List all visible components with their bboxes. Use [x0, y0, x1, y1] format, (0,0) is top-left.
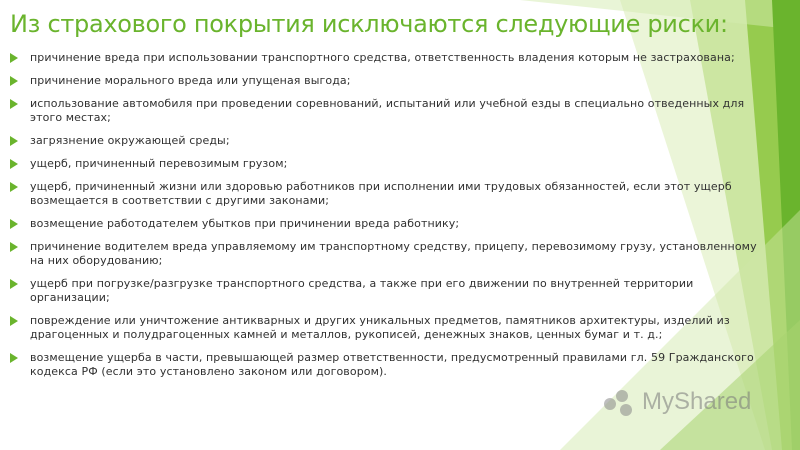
list-item — [10, 277, 770, 305]
triangle-bullet-icon — [10, 136, 18, 146]
list-item — [10, 351, 770, 379]
myshared-logo-icon — [600, 386, 638, 420]
list-item-text: ущерб, причиненный перевозимым грузом; — [30, 157, 288, 170]
list-item — [10, 217, 770, 231]
triangle-bullet-icon — [10, 242, 18, 252]
list-item-text: повреждение или уничтожение антикварных и других уникальных предметов, памятников архитектуры, изделий из драгоценных и полудрагоценных камней и металлов, рукописей, денежных знаков, ценных бумаг и т. д.; — [30, 314, 730, 341]
triangle-bullet-icon — [10, 316, 18, 326]
triangle-bullet-icon — [10, 99, 18, 109]
list-item-text: загрязнение окружающей среды; — [30, 134, 230, 147]
list-item-text: возмещение ущерба в части, превышающей размер ответственности, предусмотренный правилами гл. 59 Гражданского кодекса РФ (если это установлено законом или договором). — [30, 351, 754, 378]
list-item-text: возмещение работодателем убытков при причинении вреда работнику; — [30, 217, 460, 230]
list-item — [10, 240, 770, 268]
list-item — [10, 74, 770, 88]
bullet-list — [10, 51, 770, 388]
list-item — [10, 157, 770, 171]
list-item-text: использование автомобиля при проведении соревнований, испытаний или учебной езды в специально отведенных для этого местах; — [30, 97, 745, 124]
slide-title: Из страхового покрытия исключаются следующие риски: — [10, 10, 728, 38]
triangle-bullet-icon — [10, 53, 18, 63]
triangle-bullet-icon — [10, 182, 18, 192]
list-item-text: ущерб при погрузке/разгрузке транспортного средства, а также при его движении по внутренней территории организации; — [30, 277, 694, 304]
list-item — [10, 180, 770, 208]
watermark-text: MyShared — [642, 388, 752, 415]
list-item — [10, 97, 770, 125]
list-item-text: причинение вреда при использовании транспортного средства, ответственность владения которым не застрахована; — [30, 51, 735, 64]
list-item — [10, 314, 770, 342]
list-item-text: ущерб, причиненный жизни или здоровью работников при исполнении ими трудовых обязанностей, если этот ущерб возмещается в соответствии с другими законами; — [30, 180, 732, 207]
triangle-bullet-icon — [10, 159, 18, 169]
triangle-bullet-icon — [10, 279, 18, 289]
list-item — [10, 134, 770, 148]
list-item-text: причинение водителем вреда управляемому им транспортному средству, прицепу, перевозимому грузу, установленному на них оборудованию; — [30, 240, 757, 267]
list-item — [10, 51, 770, 65]
triangle-bullet-icon — [10, 219, 18, 229]
triangle-bullet-icon — [10, 353, 18, 363]
triangle-bullet-icon — [10, 76, 18, 86]
list-item-text: причинение морального вреда или упущеная выгода; — [30, 74, 351, 87]
myshared-watermark — [600, 386, 770, 422]
